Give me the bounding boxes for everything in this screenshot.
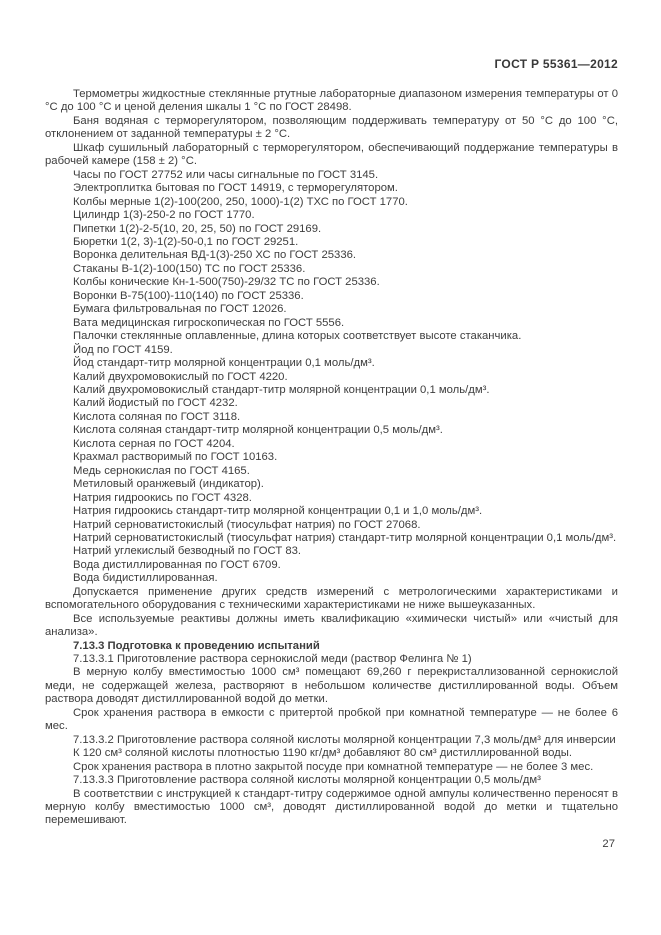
paragraph: Бюретки 1(2, 3)-1(2)-50-0,1 по ГОСТ 29251. [73, 235, 299, 248]
paragraph: Кислота соляная по ГОСТ 3118. [73, 410, 241, 423]
paragraph: Колбы мерные 1(2)-100(200, 250, 1000)-1(2) ТХС по ГОСТ 1770. [73, 195, 408, 208]
paragraph: Метиловый оранжевый (индикатор). [73, 478, 264, 491]
paragraph: Термометры жидкостные стеклянные ртутные лабораторные диапазоном измерения температуры от 0 °С до 100 °С и ценой деления шкалы 1 °С по ГОСТ 28498. [45, 88, 618, 114]
page-header [45, 57, 618, 71]
paragraph: Бумага фильтровальная по ГОСТ 12026. [73, 303, 287, 316]
paragraph: Воронки В-75(100)-110(140) по ГОСТ 25336. [73, 289, 304, 302]
paragraph: Калий двухромовокислый стандарт-титр молярной концентрации 0,1 моль/дм³. [73, 383, 490, 396]
paragraph: 7.13.3.1 Приготовление раствора сернокислой меди (раствор Фелинга № 1) [73, 653, 472, 666]
paragraph: Калий двухромовокислый по ГОСТ 4220. [73, 370, 288, 383]
paragraph: Натрий серноватистокислый (тиосульфат натрия) по ГОСТ 27068. [73, 518, 421, 531]
paragraph: В мерную колбу вместимостью 1000 см³ помещают 69,260 г перекристаллизованной сернокислой меди, не содержащей железа, растворяют в небольшом количестве дистиллированной воды. Объем раствора доводят дистиллированной водой до метки. [45, 666, 618, 706]
paragraph: Все используемые реактивы должны иметь квалификацию «химически чистый» или «чистый для анализа». [45, 612, 618, 639]
paragraph: Натрий серноватистокислый (тиосульфат натрия) стандарт-титр молярной концентрации 0,1 моль/дм³. [73, 531, 617, 544]
paragraph: Шкаф сушильный лабораторный с терморегулятором, обеспечивающий поддержание температуры в рабочей камере (158 ± 2) °С. [45, 141, 618, 168]
paragraph: Кислота серная по ГОСТ 4204. [73, 437, 235, 450]
paragraph: Колбы конические Кн-1-500(750)-29/32 ТС по ГОСТ 25336. [73, 276, 380, 289]
section-heading: 7.13.3 Подготовка к проведению испытаний [73, 639, 320, 652]
paragraph: Вода дистиллированная по ГОСТ 6709. [73, 558, 281, 571]
paragraph: 7.13.3.3 Приготовление раствора соляной кислоты молярной концентрации 0,5 моль/дм³ [73, 774, 541, 787]
document-body [45, 88, 618, 828]
paragraph: В соответствии с инструкцией к стандарт-титру содержимое одной ампулы количественно переносят в мерную колбу вместимостью 1000 см³, доводят дистиллированной водой до метки и тщательно перемешивают. [45, 787, 618, 827]
paragraph: Вода бидистиллированная. [73, 572, 218, 585]
paragraph: К 120 см³ соляной кислоты плотностью 1190 кг/дм³ добавляют 80 см³ дистиллированной воды. [73, 747, 572, 760]
paragraph: Кислота соляная стандарт-титр молярной концентрации 0,5 моль/дм³. [73, 424, 443, 437]
paragraph: Баня водяная с терморегулятором, позволяющим поддерживать температуру от 50 °С до 100 °С, отклонением от заданной температуры ± 2 °С. [45, 114, 618, 141]
paragraph: Натрия гидроокись стандарт-титр молярной концентрации 0,1 и 1,0 моль/дм³. [73, 505, 483, 518]
paragraph: Пипетки 1(2)-2-5(10, 20, 25, 50) по ГОСТ 29169. [73, 222, 322, 235]
paragraph: Медь сернокислая по ГОСТ 4165. [73, 464, 250, 477]
paragraph: Йод по ГОСТ 4159. [73, 343, 173, 356]
paragraph: Калий йодистый по ГОСТ 4232. [73, 397, 238, 410]
paragraph: Воронка делительная ВД-1(3)-250 ХС по ГОСТ 25336. [73, 249, 357, 262]
paragraph: Срок хранения раствора в плотно закрытой посуде при комнатной температуре — не более 3 мес. [73, 760, 594, 773]
doc-number: ГОСТ Р 55361—2012 [494, 57, 618, 71]
paragraph: Часы по ГОСТ 27752 или часы сигнальные по ГОСТ 3145. [73, 168, 379, 181]
paragraph: 7.13.3.2 Приготовление раствора соляной кислоты молярной концентрации 7,3 моль/дм³ для инверсии [73, 733, 616, 746]
paragraph: Палочки стеклянные оплавленные, длина которых соответствует высоте стаканчика. [73, 330, 522, 343]
paragraph: Срок хранения раствора в емкости с притертой пробкой при комнатной температуре — не более 6 мес. [45, 706, 618, 733]
paragraph: Вата медицинская гигроскопическая по ГОСТ 5556. [73, 316, 345, 329]
paragraph: Натрий углекислый безводный по ГОСТ 83. [73, 545, 302, 558]
paragraph: Йод стандарт-титр молярной концентрации 0,1 моль/дм³. [73, 357, 375, 370]
paragraph: Натрия гидроокись по ГОСТ 4328. [73, 491, 252, 504]
paragraph: Цилиндр 1(3)-250-2 по ГОСТ 1770. [73, 209, 255, 222]
paragraph: Допускается применение других средств измерений с метрологическими характеристиками и вспомогательного оборудования с техническими характеристиками не ниже вышеуказанных. [45, 585, 618, 612]
paragraph: Электроплитка бытовая по ГОСТ 14919, с терморегулятором. [73, 182, 398, 195]
paragraph: Стаканы В-1(2)-100(150) ТС по ГОСТ 25336. [73, 262, 306, 275]
paragraph: Крахмал растворимый по ГОСТ 10163. [73, 451, 278, 464]
page-number: 27 [602, 838, 615, 850]
